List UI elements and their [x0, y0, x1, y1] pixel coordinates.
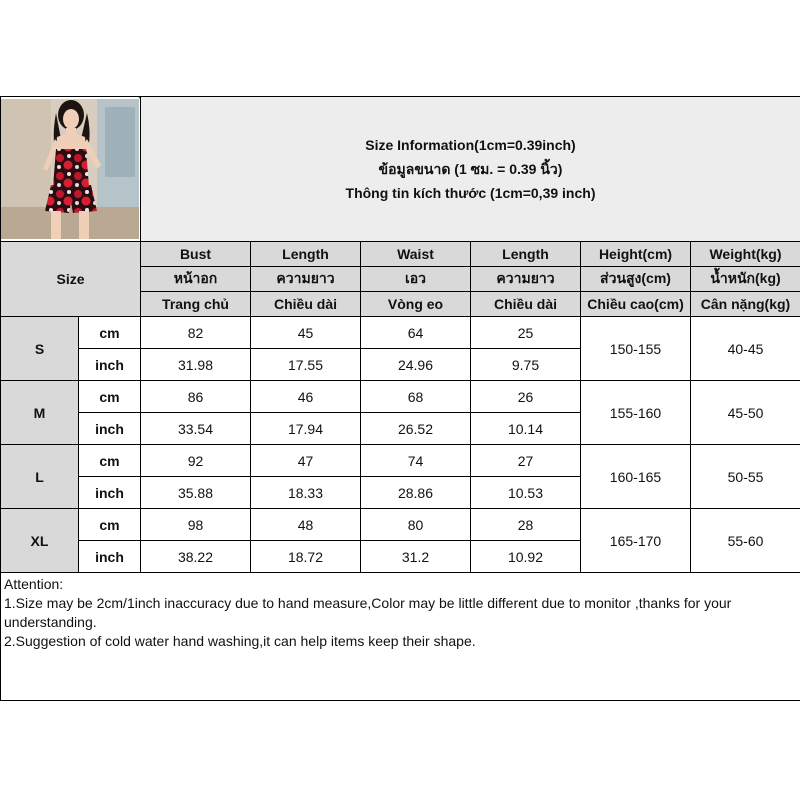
product-photo	[1, 99, 139, 239]
size-chart	[0, 96, 800, 704]
size-column-label: Size	[1, 242, 141, 317]
measurement-value: 86	[141, 381, 251, 413]
size-name: XL	[1, 509, 79, 573]
measurement-value: 92	[141, 445, 251, 477]
attention-heading: Attention:	[4, 576, 64, 592]
size-info-vi: Thông tin kích thước (1cm=0,39 inch)	[345, 185, 596, 201]
unit-label: cm	[79, 317, 141, 349]
size-table	[0, 96, 800, 701]
attention-note-2: 2.Suggestion of cold water hand washing,it can help items keep their shape.	[4, 633, 476, 649]
weight-range: 45-50	[691, 381, 800, 445]
measurement-value: 31.98	[141, 349, 251, 381]
column-header-vi: Chiều dài	[471, 292, 581, 317]
unit-label: inch	[79, 349, 141, 381]
measurement-value: 48	[251, 509, 361, 541]
column-header-en: Length	[251, 242, 361, 267]
measurement-value: 82	[141, 317, 251, 349]
measurement-value: 98	[141, 509, 251, 541]
measurement-value: 47	[251, 445, 361, 477]
column-header-th: ความยาว	[471, 267, 581, 292]
measurement-value: 10.53	[471, 477, 581, 509]
column-header-th: เอว	[361, 267, 471, 292]
attention-note-1: 1.Size may be 2cm/1inch inaccuracy due to hand measure,Color may be little different due to monitor ,thanks for your understanding.	[4, 595, 732, 630]
measurement-value: 33.54	[141, 413, 251, 445]
measurement-value: 38.22	[141, 541, 251, 573]
unit-label: cm	[79, 381, 141, 413]
size-info-th: ข้อมูลขนาด (1 ซม. = 0.39 นิ้ว)	[378, 161, 563, 177]
measurement-value: 28	[471, 509, 581, 541]
unit-label: cm	[79, 509, 141, 541]
column-header-th: ความยาว	[251, 267, 361, 292]
measurement-value: 17.55	[251, 349, 361, 381]
unit-label: inch	[79, 477, 141, 509]
column-header-vi: Trang chủ	[141, 292, 251, 317]
measurement-value: 64	[361, 317, 471, 349]
size-name: M	[1, 381, 79, 445]
column-header-vi: Chiều dài	[251, 292, 361, 317]
measurement-value: 45	[251, 317, 361, 349]
measurement-value: 31.2	[361, 541, 471, 573]
measurement-value: 27	[471, 445, 581, 477]
measurement-value: 28.86	[361, 477, 471, 509]
weight-range: 40-45	[691, 317, 800, 381]
unit-label: inch	[79, 541, 141, 573]
column-header-en: Bust	[141, 242, 251, 267]
unit-label: inch	[79, 413, 141, 445]
corner-marker-icon	[137, 97, 141, 103]
measurement-value: 10.92	[471, 541, 581, 573]
measurement-value: 24.96	[361, 349, 471, 381]
attention-notes	[1, 573, 800, 701]
column-header-th: น้ำหนัก(kg)	[691, 267, 800, 292]
product-photo-cell	[1, 97, 141, 242]
column-header-en: Waist	[361, 242, 471, 267]
measurement-value: 35.88	[141, 477, 251, 509]
column-header-th: หน้าอก	[141, 267, 251, 292]
height-range: 150-155	[581, 317, 691, 381]
size-name: S	[1, 317, 79, 381]
column-header-en: Height(cm)	[581, 242, 691, 267]
measurement-value: 18.33	[251, 477, 361, 509]
measurement-value: 46	[251, 381, 361, 413]
column-header-en: Weight(kg)	[691, 242, 800, 267]
column-header-en: Length	[471, 242, 581, 267]
weight-range: 50-55	[691, 445, 800, 509]
size-name: L	[1, 445, 79, 509]
unit-label: cm	[79, 445, 141, 477]
size-info-title	[141, 97, 800, 242]
measurement-value: 26.52	[361, 413, 471, 445]
height-range: 160-165	[581, 445, 691, 509]
measurement-value: 9.75	[471, 349, 581, 381]
column-header-th: ส่วนสูง(cm)	[581, 267, 691, 292]
height-range: 155-160	[581, 381, 691, 445]
weight-range: 55-60	[691, 509, 800, 573]
column-header-vi: Chiều cao(cm)	[581, 292, 691, 317]
measurement-value: 25	[471, 317, 581, 349]
measurement-value: 80	[361, 509, 471, 541]
measurement-value: 26	[471, 381, 581, 413]
column-header-vi: Cân nặng(kg)	[691, 292, 800, 317]
measurement-value: 17.94	[251, 413, 361, 445]
measurement-value: 68	[361, 381, 471, 413]
size-info-en: Size Information(1cm=0.39inch)	[365, 137, 576, 153]
measurement-value: 10.14	[471, 413, 581, 445]
measurement-value: 74	[361, 445, 471, 477]
column-header-vi: Vòng eo	[361, 292, 471, 317]
height-range: 165-170	[581, 509, 691, 573]
measurement-value: 18.72	[251, 541, 361, 573]
